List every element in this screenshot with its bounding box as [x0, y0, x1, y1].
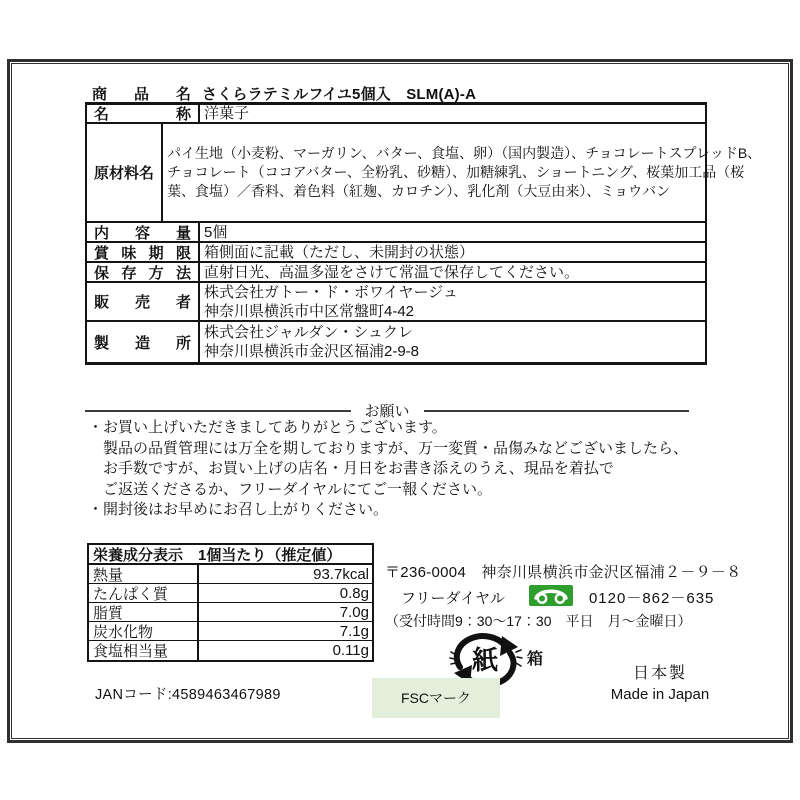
notice-line: 製品の品質管理には万全を期しておりますが、万一変質・品傷みなどございましたら、 [88, 439, 689, 457]
reception-hours: （受付時間9：30～17：30 平日 月～金曜日） [385, 613, 692, 629]
row-label: 内 容 量 [87, 223, 200, 241]
nutrient-value: 7.1g [339, 622, 369, 640]
paper-mark-kanji: 紙 [471, 645, 499, 675]
table-row [87, 105, 705, 124]
origin-ja: 日本製 [632, 665, 687, 682]
nutrition-table [87, 543, 374, 662]
table-row [89, 641, 372, 660]
row-value: 5個 [204, 223, 228, 241]
notice-body [88, 418, 708, 521]
nutrient-label: 炭水化物 [89, 622, 199, 640]
table-row [89, 622, 372, 641]
company-address: 〒236-0004 神奈川県横浜市金沢区福浦２－９－８ [385, 564, 742, 581]
freedial-number: 0120－862－635 [588, 589, 715, 607]
row-value: 直射日光、高温多湿をさけて常温で保存してください。 [204, 263, 580, 281]
origin-block [585, 660, 735, 703]
row-label: 販 売 者 [87, 283, 200, 320]
table-row [87, 243, 705, 263]
paper-mark-target: 箱 [527, 651, 544, 668]
seller-address: 神奈川県横浜市中区常盤町4-42 [204, 302, 415, 320]
nutrient-value: 93.7kcal [313, 565, 369, 583]
nutrient-value: 7.0g [339, 603, 369, 621]
row-label: 保 存 方 法 [87, 263, 200, 281]
product-name-row [85, 85, 707, 102]
row-label: 製 造 所 [87, 322, 200, 362]
ingredients-line: 葉、食塩）／香料、着色料（紅麹、カロチン）、乳化剤（大豆由来）、ミョウバン [167, 183, 671, 199]
nutrition-header: 栄養成分表示 1個当たり（推定値） [89, 545, 372, 565]
spec-table [85, 85, 762, 365]
divider-line [85, 410, 351, 412]
table-row [87, 283, 705, 322]
freedial-label: フリーダイヤル [401, 589, 505, 607]
contact-block [385, 561, 742, 631]
nutrient-value: 0.8g [339, 584, 369, 602]
notice-title: お願い [364, 403, 410, 420]
jan-code: JANコード:4589463467989 [95, 687, 281, 703]
table-row [89, 603, 372, 622]
row-value: 箱側面に記載（ただし、未開封の状態） [204, 243, 475, 261]
nutrient-value: 0.11g [332, 642, 369, 659]
table-row [87, 124, 762, 223]
nutrient-label: たんぱく質 [89, 584, 199, 602]
row-label: 名 称 [87, 105, 200, 122]
freedial-row [385, 586, 720, 608]
ingredients-line: チョコレート（ココアバター、全粉乳、砂糖）、加糖練乳、ショートニング、桜葉加工品（桜 [167, 164, 745, 180]
product-name-label: 商 品 名 [92, 86, 191, 103]
notice-line: ・お買い上げいただきましてありがとうございます。 [88, 419, 447, 436]
table-row [89, 565, 372, 584]
notice-line: ご返送くださるか、フリーダイヤルにてご一報ください。 [88, 480, 492, 498]
nutrient-label: 食塩相当量 [89, 641, 199, 660]
ingredients-line: パイ生地（小麦粉、マーガリン、バター、食塩、卵）（国内製造）、チョコレートスプレッドB、 [167, 145, 762, 161]
table-row [87, 322, 705, 362]
table-row [87, 223, 705, 243]
divider-line [424, 410, 690, 412]
nutrient-label: 脂質 [89, 603, 199, 621]
row-label: 賞 味 期 限 [87, 243, 200, 261]
factory-name: 株式会社ジャルダン・シュクレ [204, 324, 413, 341]
fsc-mark-placeholder: FSCマーク [372, 678, 500, 718]
table-row [87, 263, 705, 283]
product-name-value: さくらラテミルフイユ5個入 SLM(A)-A [202, 86, 477, 103]
row-label: 原 材 料 名 [87, 124, 163, 221]
origin-en: Made in Japan [610, 686, 710, 703]
spec-table-box [85, 102, 762, 365]
nutrient-label: 熱量 [89, 565, 199, 583]
seller-name: 株式会社ガトー・ド・ボワイヤージュ [204, 283, 458, 301]
notice-line: ・開封後はお早めにお召し上がりください。 [88, 501, 389, 518]
freedial-logo-icon [529, 585, 573, 610]
notice-line: お手数ですが、お買い上げの店名・月日をお書き添えのうえ、現品を着払で [88, 460, 614, 477]
row-value: 洋菓子 [204, 105, 250, 122]
table-row [89, 584, 372, 603]
factory-address: 神奈川県横浜市金沢区福浦2-9-8 [204, 343, 420, 360]
